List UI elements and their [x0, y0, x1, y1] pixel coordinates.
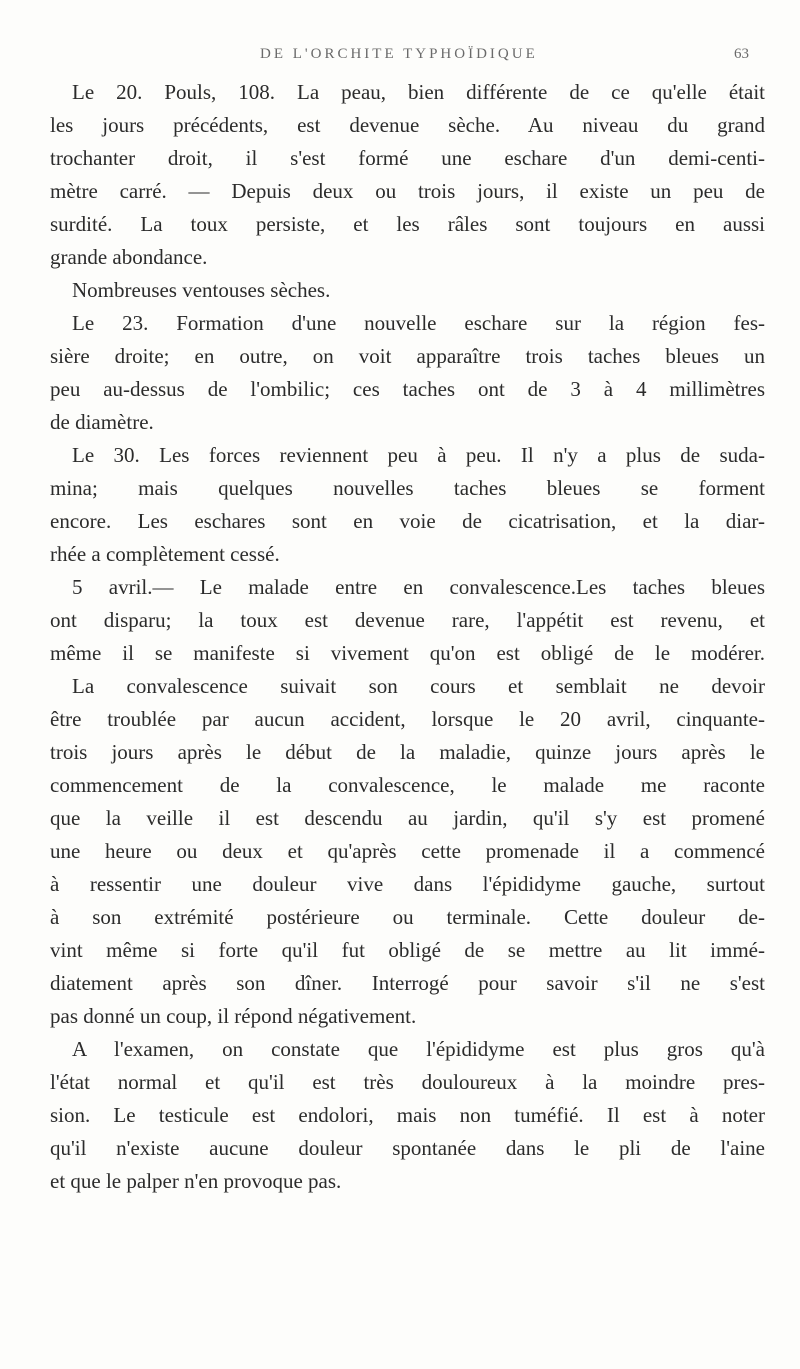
text-line: être troublée par aucun accident, lorsque le 20 avril, cinquante- — [50, 707, 765, 731]
text-line: et que le palper n'en provoque pas. — [50, 1169, 342, 1193]
text-line: La convalescence suivait son cours et semblait ne devoir — [72, 674, 765, 698]
running-title: DE L'ORCHITE TYPHOÏDIQUE — [260, 46, 538, 62]
text-line: l'état normal et qu'il est très douloureux à la moindre pres- — [50, 1070, 765, 1094]
text-line: Le 30. Les forces reviennent peu à peu. Il n'y a plus de suda- — [72, 443, 765, 467]
text-line: Le 20. Pouls, 108. La peau, bien différente de ce qu'elle était — [72, 80, 765, 104]
running-head — [0, 42, 800, 72]
text-line: mina; mais quelques nouvelles taches bleues se forment — [50, 476, 765, 500]
text-line: à son extrémité postérieure ou terminale. Cette douleur de- — [50, 905, 765, 929]
text-line: que la veille il est descendu au jardin, qu'il s'y est promené — [50, 806, 765, 830]
text-line: rhée a complètement cessé. — [50, 542, 280, 566]
text-line: surdité. La toux persiste, et les râles sont toujours en aussi — [50, 212, 765, 236]
text-line: vint même si forte qu'il fut obligé de se mettre au lit immé- — [50, 938, 765, 962]
text-line: à ressentir une douleur vive dans l'épididyme gauche, surtout — [50, 872, 765, 896]
text-line: diatement après son dîner. Interrogé pour savoir s'il ne s'est — [50, 971, 765, 995]
text-line: mètre carré. — Depuis deux ou trois jours, il existe un peu de — [50, 179, 765, 203]
text-line: trois jours après le début de la maladie, quinze jours après le — [50, 740, 765, 764]
text-line: trochanter droit, il s'est formé une eschare d'un demi-centi- — [50, 146, 765, 170]
text-line: qu'il n'existe aucune douleur spontanée dans le pli de l'aine — [50, 1136, 765, 1160]
text-line: commencement de la convalescence, le malade me raconte — [50, 773, 765, 797]
text-line: 5 avril.— Le malade entre en convalescence.Les taches bleues — [72, 575, 765, 599]
text-line: même il se manifeste si vivement qu'on est obligé de le modérer. — [50, 641, 765, 665]
text-line: Nombreuses ventouses sèches. — [72, 278, 331, 302]
body-text — [50, 76, 765, 1198]
text-line: de diamètre. — [50, 410, 154, 434]
page-number: 63 — [734, 46, 749, 62]
text-line: encore. Les eschares sont en voie de cicatrisation, et la diar- — [50, 509, 765, 533]
text-line: sière droite; en outre, on voit apparaître trois taches bleues un — [50, 344, 765, 368]
text-line: peu au-dessus de l'ombilic; ces taches ont de 3 à 4 millimètres — [50, 377, 765, 401]
text-line: une heure ou deux et qu'après cette promenade il a commencé — [50, 839, 765, 863]
text-line: Le 23. Formation d'une nouvelle eschare sur la région fes- — [72, 311, 765, 335]
text-line: les jours précédents, est devenue sèche. Au niveau du grand — [50, 113, 765, 137]
text-line: sion. Le testicule est endolori, mais non tuméfié. Il est à noter — [50, 1103, 765, 1127]
text-line: A l'examen, on constate que l'épididyme est plus gros qu'à — [72, 1037, 765, 1061]
text-line: grande abondance. — [50, 245, 208, 269]
text-line: ont disparu; la toux est devenue rare, l'appétit est revenu, et — [50, 608, 765, 632]
text-line: pas donné un coup, il répond négativement. — [50, 1004, 417, 1028]
